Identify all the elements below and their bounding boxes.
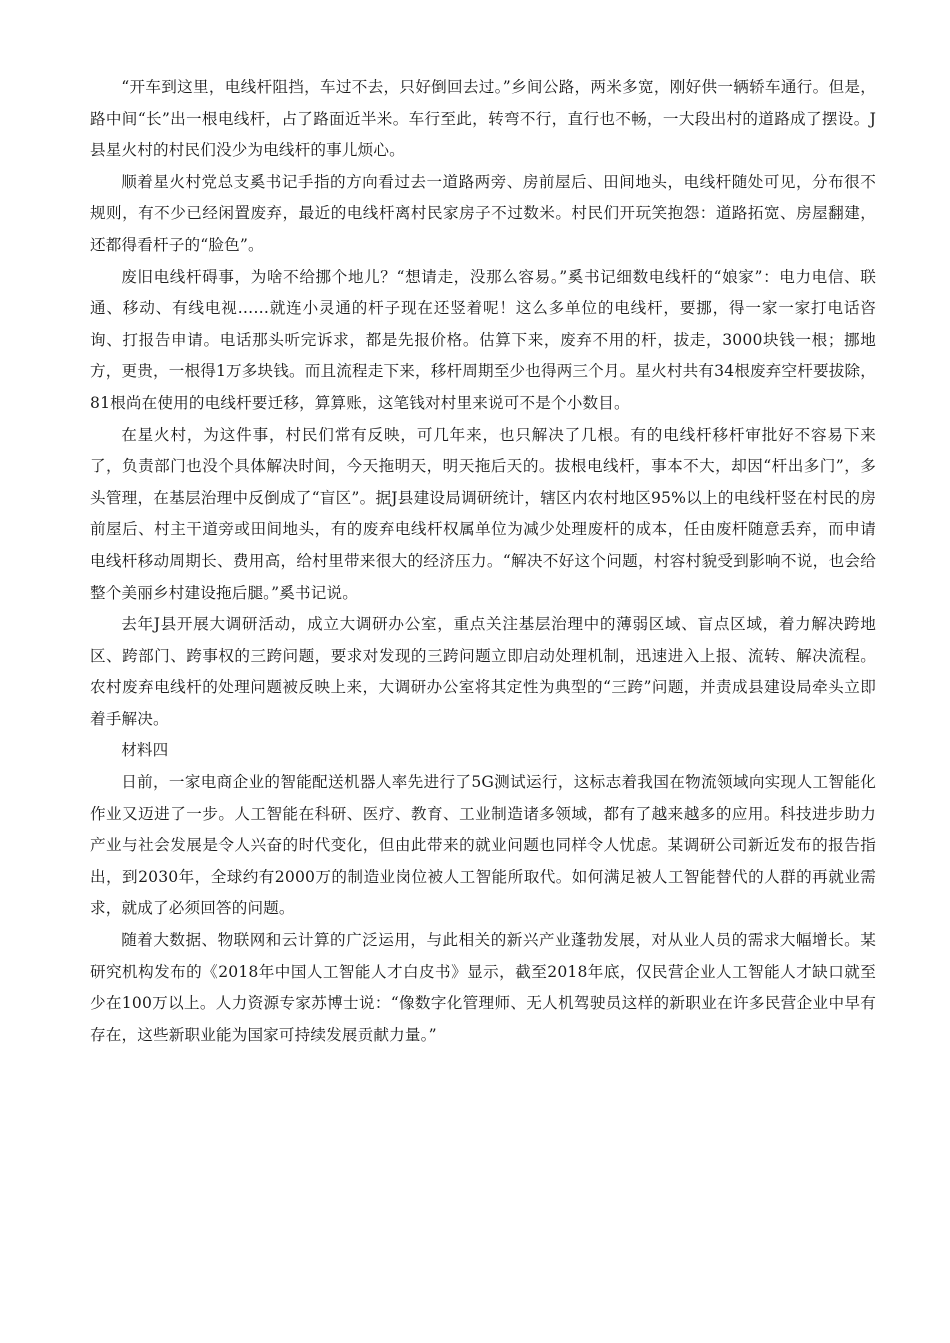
paragraph-2: 顺着星火村党总支奚书记手指的方向看过去一道路两旁、房前屋后、田间地头，电线杆随处可见，分布很不规则，有不少已经闲置废弃，最近的电线杆离村民家房子不过数米。村民们开玩笑抱怨：道路拓宽、房屋翻建，还都得看杆子的“脸色”。 bbox=[90, 172, 876, 254]
paragraph-6: 日前，一家电商企业的智能配送机器人率先进行了5G测试运行，这标志着我国在物流领域向实现人工智能化作业又迈进了一步。人工智能在科研、医疗、教育、工业制造诸多领域，都有了越来越多的应用。科技进步助力产业与社会发展是令人兴奋的时代变化，但由此带来的就业问题也同样令人忧虑。某调研公司新近发布的报告指出，到2030年，全球约有2000万的制造业岗位被人工智能所取代。如何满足被人工智能替代的人群的再就业需求，就成了必须回答的问题。 bbox=[90, 773, 876, 918]
paragraph-5: 去年J县开展大调研活动，成立大调研办公室，重点关注基层治理中的薄弱区域、盲点区域，着力解决跨地区、跨部门、跨事权的三跨问题，要求对发现的三跨问题立即启动处理机制，迅速进入上报、流转、解决流程。农村废弃电线杆的处理问题被反映上来，大调研办公室将其定性为典型的“三跨”问题，并责成县建设局牵头立即着手解决。 bbox=[90, 615, 876, 728]
document-page bbox=[90, 72, 876, 1051]
paragraph-4: 在星火村，为这件事，村民们常有反映，可几年来，也只解决了几根。有的电线杆移杆审批好不容易下来了，负责部门也没个具体解决时间，今天拖明天，明天拖后天的。拔根电线杆，事本不大，却因“杆出多门”，多头管理，在基层治理中反倒成了“盲区”。据J县建设局调研统计，辖区内农村地区95%以上的电线杆竖在村民的房前屋后、村主干道旁或田间地头，有的废弃电线杆权属单位为减少处理废杆的成本，任由废杆随意丢弃，而申请电线杆移动周期长、费用高，给村里带来很大的经济压力。“解决不好这个问题，村容村貌受到影响不说，也会给整个美丽乡村建设拖后腿。”奚书记说。 bbox=[90, 425, 876, 602]
paragraph-1: “开车到这里，电线杆阻挡，车过不去，只好倒回去过。”乡间公路，两米多宽，刚好供一辆轿车通行。但是，路中间“长”出一根电线杆，占了路面近半米。车行至此，转弯不行，直行也不畅，一大段出村的道路成了摆设。J县星火村的村民们没少为电线杆的事儿烦心。 bbox=[90, 78, 876, 160]
paragraph-3: 废旧电线杆碍事，为啥不给挪个地儿？“想请走，没那么容易。”奚书记细数电线杆的“娘家”：电力电信、联通、移动、有线电视……就连小灵通的杆子现在还竖着呢！这么多单位的电线杆，要挪，得一家一家打电话咨询、打报告申请。电话那头听完诉求，都是先报价格。估算下来，废弃不用的杆，拔走，3000块钱一根；挪地方，更贵，一根得1万多块钱。而且流程走下来，移杆周期至少也得两三个月。星火村共有34根废弃空杆要拔除，81根尚在使用的电线杆要迁移，算算账，这笔钱对村里来说可不是个小数目。 bbox=[90, 267, 876, 412]
paragraph-7: 随着大数据、物联网和云计算的广泛运用，与此相关的新兴产业蓬勃发展，对从业人员的需求大幅增长。某研究机构发布的《2018年中国人工智能人才白皮书》显示，截至2018年底，仅民营企业人工智能人才缺口就至少在100万以上。人力资源专家苏博士说：“像数字化管理师、无人机驾驶员这样的新职业在许多民营企业中早有存在，这些新职业能为国家可持续发展贡献力量。” bbox=[90, 931, 876, 1044]
section-heading-material-4: 材料四 bbox=[121, 741, 169, 760]
